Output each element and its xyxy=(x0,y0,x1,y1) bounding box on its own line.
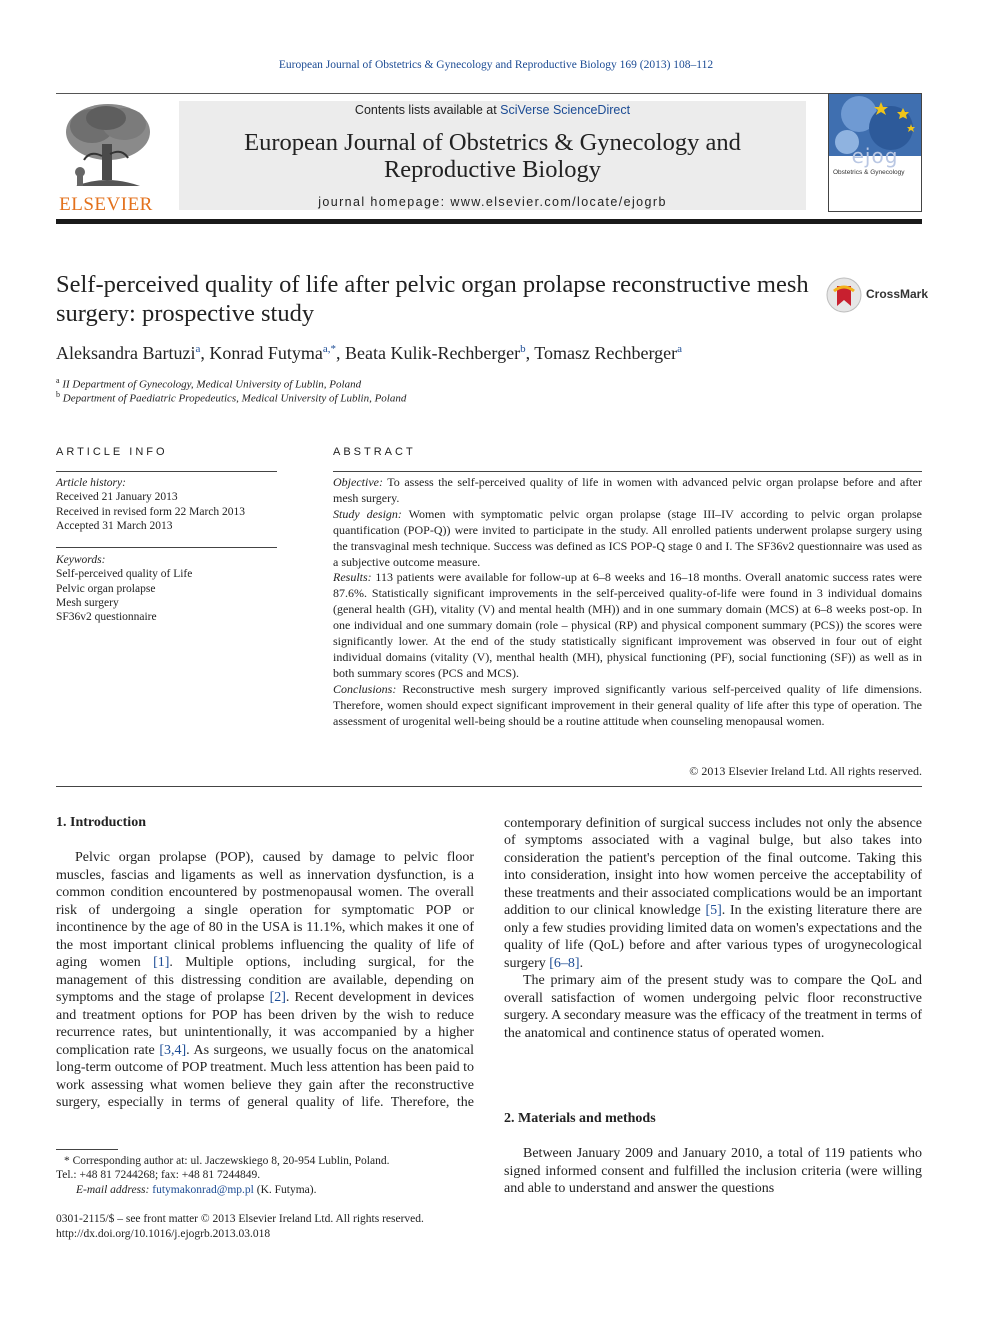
author[interactable]: Tomasz Rechberger$^a$ xyxy=(534,343,683,363)
citation-link[interactable]: [1] xyxy=(153,955,170,970)
keyword: Self-perceived quality of Life xyxy=(56,568,193,581)
elsevier-wordmark: ELSEVIER xyxy=(59,194,153,215)
article-history xyxy=(56,476,277,533)
footnote-phone: Tel.: +48 81 7244268; fax: +48 81 7244849. xyxy=(56,1169,261,1181)
abstract-results: Results: 113 patients were available for follow-up at 6–8 weeks and 16–18 months. Overall anatomic success rates were 87.6%. Statistically significant improvements in the self-perceived quality-of-life were found in 3 individual domains (general health (GH), vitality (V) and mental health (MH)) and in one summary domain (MCS) at 6–8 weeks post-op. In one individual and one summary domain (role – physical (RP) and physical component summary (PCS)) the scores were significantly lower. At the end of the study statistically significant improvement was observed in four out of eight individual domains (vitality (V), menthal health (MH), physical functioning (PF), social functioning (SF)) as well as in both summary scores (PCS and MCS). xyxy=(333,570,922,680)
author-list: Aleksandra Bartuzi$^a$, Konrad Futyma$^{a,*}$, Beata Kulik-Rechberger$^b$, Tomasz Rechberger$^a$ xyxy=(56,343,683,363)
methods-paragraph: Between January 2009 and January 2010, a total of 119 patients who signed informed consent and fulfilled the inclusion criteria (were willing and able to understand and answer the questions xyxy=(504,1146,922,1196)
citation-link[interactable]: [5] xyxy=(705,903,722,918)
paragraph-text: contemporary definition of surgical success includes not only the absence of symptoms associated with a vaginal bulge, but also takes into consideration the patient's perception of the final outcome. Taking this into consideration, insight into how women perceive the acceptability of these treatments and their associated complications would be an important addition to our clinical knowledge xyxy=(504,815,922,918)
abstract-bottom-rule xyxy=(56,786,922,787)
elsevier-logo[interactable] xyxy=(56,100,156,218)
crossmark-icon xyxy=(826,277,862,313)
crossmark-badge[interactable] xyxy=(826,277,929,313)
citation-link[interactable]: [2] xyxy=(269,990,286,1005)
abstract-heading: ABSTRACT xyxy=(333,446,416,458)
crossmark-label: CrossMark xyxy=(866,287,929,301)
masthead-bottom-rule xyxy=(56,219,922,224)
author[interactable]: Konrad Futyma$^{a,*}$ xyxy=(209,343,336,363)
affiliation: $^a$ II Department of Gynecology, Medical University of Lublin, Poland xyxy=(56,376,362,391)
journal-masthead xyxy=(179,101,806,210)
contents-line xyxy=(179,103,806,117)
abstract-objective: Objective: To assess the self-perceived quality of life in women with advanced pelvic organ prolapse before and after mesh surgery. xyxy=(333,475,922,505)
keywords xyxy=(56,553,277,624)
elsevier-tree-icon xyxy=(56,100,156,192)
sciencedirect-link[interactable]: SciVerse ScienceDirect xyxy=(500,103,631,117)
author[interactable]: Aleksandra Bartuzi$^a$ xyxy=(56,343,201,363)
article-title: Self-perceived quality of life after pelvic organ prolapse reconstructive mesh surgery: prospective study xyxy=(56,271,809,327)
cover-subtitle: Obstetrics & Gynecology xyxy=(833,169,905,176)
introduction-paragraph xyxy=(56,849,474,1111)
citation-link[interactable]: [6–8] xyxy=(549,955,580,971)
footnote-corresponding: * Corresponding author at: ul. Jaczewskiego 8, 20-954 Lublin, Poland. xyxy=(64,1155,390,1167)
history-label: Article history: xyxy=(56,477,126,489)
paragraph-text: . xyxy=(579,955,584,971)
history-item: Accepted 31 March 2013 xyxy=(56,519,173,532)
citation-link[interactable]: [3,4] xyxy=(159,1042,187,1058)
top-rule xyxy=(56,93,922,94)
abstract-rule xyxy=(333,471,922,472)
introduction-heading: 1. Introduction xyxy=(56,815,146,830)
abstract-conclusions: Conclusions: Reconstructive mesh surgery improved significantly various self-perceived quality of life dimensions. Therefore, women should expect significant improvement in their general quality of life after this type of operation. The assessment of urogenital well-being should be a routine attitude when counseling menopausal women. xyxy=(333,681,922,728)
issn-line: 0301-2115/$ – see front matter © 2013 Elsevier Ireland Ltd. All rights reserved. xyxy=(56,1213,424,1225)
article-info-rule xyxy=(56,471,277,472)
author[interactable]: Beata Kulik-Rechberger$^b$ xyxy=(344,343,526,363)
history-item: Received 21 January 2013 xyxy=(56,491,178,504)
abstract-study-design: Study design: Women with symptomatic pelvic organ prolapse (stage III–IV according to pelvic organ prolapse quantification (POP-Q)) were invited to participate in the study. All enrolled patients underwent prolapse surgery using the transvaginal mesh technique. Success was defined as ICS POP-Q stage 0 and I. The SF36v2 questionnaire was used as a subjective outcome measure. xyxy=(333,506,922,569)
journal-cover-thumbnail[interactable] xyxy=(828,93,922,212)
introduction-aim-paragraph: The primary aim of the present study was to compare the QoL and overall satisfaction of women undergoing pelvic floor reconstructive surgery. A secondary measure was the efficacy of the treatment in terms of the anatomical and continence status of operated women. xyxy=(504,973,922,1041)
article-info-heading: ARTICLE INFO xyxy=(56,446,168,458)
footnote-email: E-mail address: futymakonrad@mp.pl (K. Futyma). xyxy=(76,1184,317,1196)
abstract-copyright: © 2013 Elsevier Ireland Ltd. All rights reserved. xyxy=(689,764,922,778)
paragraph-text: . Recent development in devices and treatment options for POP has been driven by the wish to reduce recurrence rates, but unintentionally, it was accompanied by a higher complication rate xyxy=(56,990,474,1058)
paragraph-text: . As surgeons, we usually focus on the anatomical long-term outcome of POP treatment. Much less attention has been paid to work assessing what women believe they gain after the reconstructive surgery, especially in terms of general quality of life. Therefore, the xyxy=(56,1042,474,1110)
journal-title: European Journal of Obstetrics & Gynecology and Reproductive Biology xyxy=(244,129,741,183)
cover-logo-text: ejog xyxy=(851,144,899,168)
methods-heading: 2. Materials and methods xyxy=(504,1111,656,1126)
running-header[interactable]: European Journal of Obstetrics & Gynecology and Reproductive Biology 169 (2013) 108–112 xyxy=(278,59,714,71)
keyword: Pelvic organ prolapse xyxy=(56,582,156,595)
contents-prefix: Contents lists available at xyxy=(354,103,501,117)
paragraph-text: . Multiple options, including surgical, for the management of this distressing condition are available, depending on symptoms and the stage of prolapse xyxy=(56,955,474,1005)
keyword: SF36v2 questionnaire xyxy=(56,611,157,624)
affiliation: $^b$ Department of Paediatric Propedeutics, Medical University of Lublin, Poland xyxy=(56,390,407,405)
paragraph-text: . In the existing literature there are only a few studies providing limited data on women's expectations and the quality of life (QoL) before and after various types of urogynecological surgery xyxy=(504,903,922,971)
journal-homepage[interactable]: journal homepage: www.elsevier.com/locate/ejogrb xyxy=(318,195,667,209)
doi-link[interactable]: http://dx.doi.org/10.1016/j.ejogrb.2013.03.018 xyxy=(56,1228,271,1240)
keyword: Mesh surgery xyxy=(56,596,119,609)
paragraph-text: Pelvic organ prolapse (POP), caused by damage to pelvic floor muscles, fascias and ligaments as well as innervation dysfunction, is a common condition encountered by postmenopausal women. The overall risk of undergoing a single operation for symptomatic POP or incontinence by the age of 80 in the USA is 11.1%, which makes it one of the most important clinical problems influencing the quality of life of aging women xyxy=(56,850,474,970)
keywords-label: Keywords: xyxy=(56,554,106,566)
footnote-rule xyxy=(56,1149,118,1150)
keywords-rule xyxy=(56,547,277,548)
email-link[interactable]: futymakonrad@mp.pl xyxy=(152,1184,254,1196)
history-item: Received in revised form 22 March 2013 xyxy=(56,505,246,518)
introduction-paragraph-continued xyxy=(504,814,922,1094)
abstract-body xyxy=(333,475,922,730)
